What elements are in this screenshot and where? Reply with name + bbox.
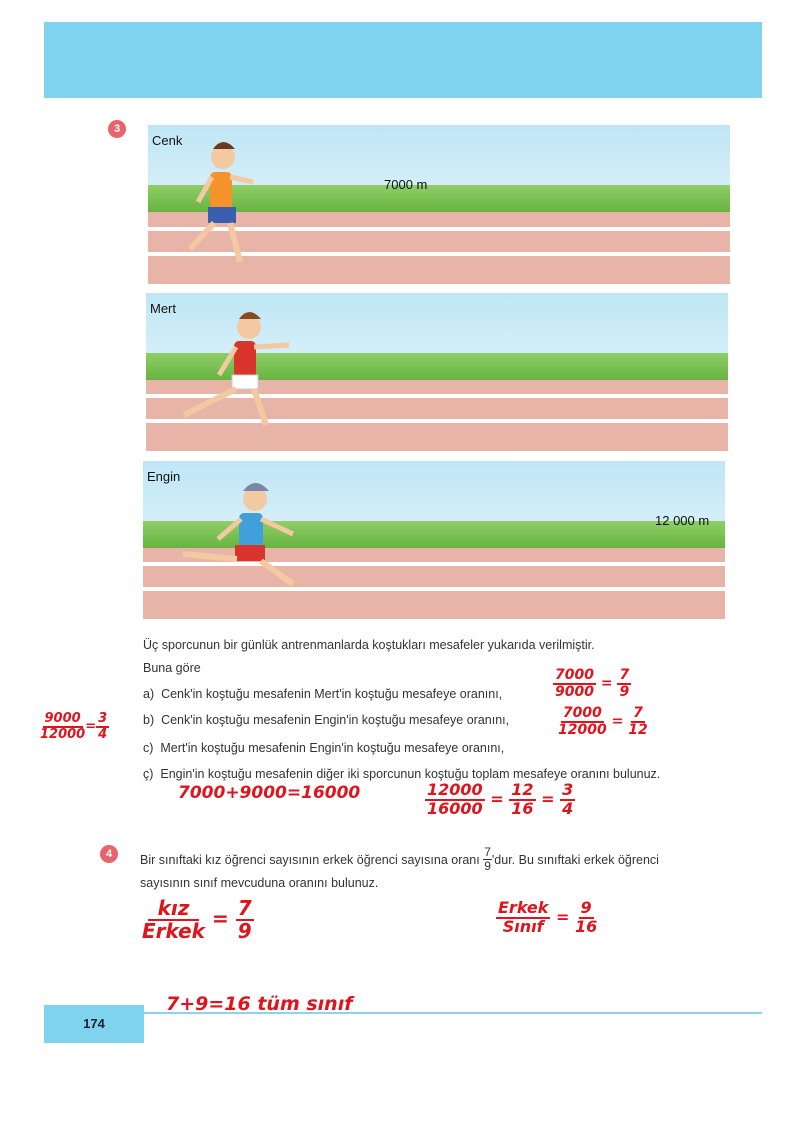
- runner-name: Mert: [150, 301, 176, 316]
- scene-engin: [143, 461, 725, 619]
- hw-p4-right: $\frac{\text{Erkek}}{\text{Sınıf}}$ = $\frac{9}{16}$: [498, 898, 598, 936]
- item-c-cedilla: [143, 767, 660, 781]
- item-text: Engin'in koştuğu mesafenin diğer iki sporcunun koştuğu toplam mesafeye oranını bulunuz.: [160, 767, 661, 781]
- item-label: c): [143, 741, 154, 755]
- item-label: ç): [143, 767, 154, 781]
- item-text: Cenk'in koştuğu mesafenin Engin'in koştuğu mesafeye oranını,: [161, 713, 510, 727]
- hw-answer-c: $\frac{9000}{12000}$ = $\frac{3}{4}$: [40, 711, 108, 742]
- hw-answer-b: $\frac{7000}{12000}$ = $\frac{7}{12}$: [558, 705, 648, 738]
- runner-illustration: [174, 305, 304, 440]
- problem-3-badge: 3: [108, 120, 126, 138]
- header-band: [44, 22, 762, 98]
- problem-4-line2: sayısının sınıf mevcuduna oranını bulunuz.: [140, 876, 379, 890]
- item-a: [143, 687, 502, 701]
- runner-distance: 7000 m: [384, 177, 428, 192]
- problem-4-line1: Bir sınıftaki kız öğrenci sayısının erkek öğrenci sayısına oranı 7 9 'dur. Bu sınıftaki erkek öğrenci: [140, 845, 659, 874]
- hw-p4-left: $\frac{\text{kız}}{\text{Erkek}}$ = $\frac{7}{9}$: [142, 896, 252, 943]
- scene-mert: [146, 293, 728, 451]
- runner-distance: 12 000 m: [655, 513, 710, 528]
- hw-answer-d: $\frac{12000}{16000}$ = $\frac{12}{16}$ = $\frac{3}{4}$: [427, 780, 574, 818]
- item-label: b): [143, 713, 155, 727]
- item-label: a): [143, 687, 155, 701]
- page-number: 174: [44, 1005, 144, 1043]
- hw-answer-a: $\frac{7000}{9000}$ = $\frac{7}{9}$: [555, 667, 630, 700]
- runner-name: Cenk: [152, 133, 183, 148]
- runner-illustration: [168, 137, 268, 272]
- item-c: [143, 741, 504, 755]
- problem-4-badge: 4: [100, 845, 118, 863]
- problem-3-intro: Üç sporcunun bir günlük antrenmanlarda koştukları mesafeler yukarıda verilmiştir.: [143, 638, 595, 652]
- item-text: Mert'in koştuğu mesafenin Engin'in koştuğu mesafeye oranını,: [160, 741, 505, 755]
- hw-p4-sum: 7+9=16 tüm sınıf: [166, 993, 353, 1015]
- runner-illustration: [173, 479, 303, 599]
- hw-sum: 7000+9000=16000: [178, 783, 361, 803]
- scene-cenk: [148, 125, 730, 284]
- runner-name: Engin: [147, 469, 181, 484]
- item-b: [143, 713, 509, 727]
- item-text: Cenk'in koştuğu mesafenin Mert'in koştuğu mesafeye oranını,: [161, 687, 503, 701]
- problem-3-lead: Buna göre: [143, 661, 201, 675]
